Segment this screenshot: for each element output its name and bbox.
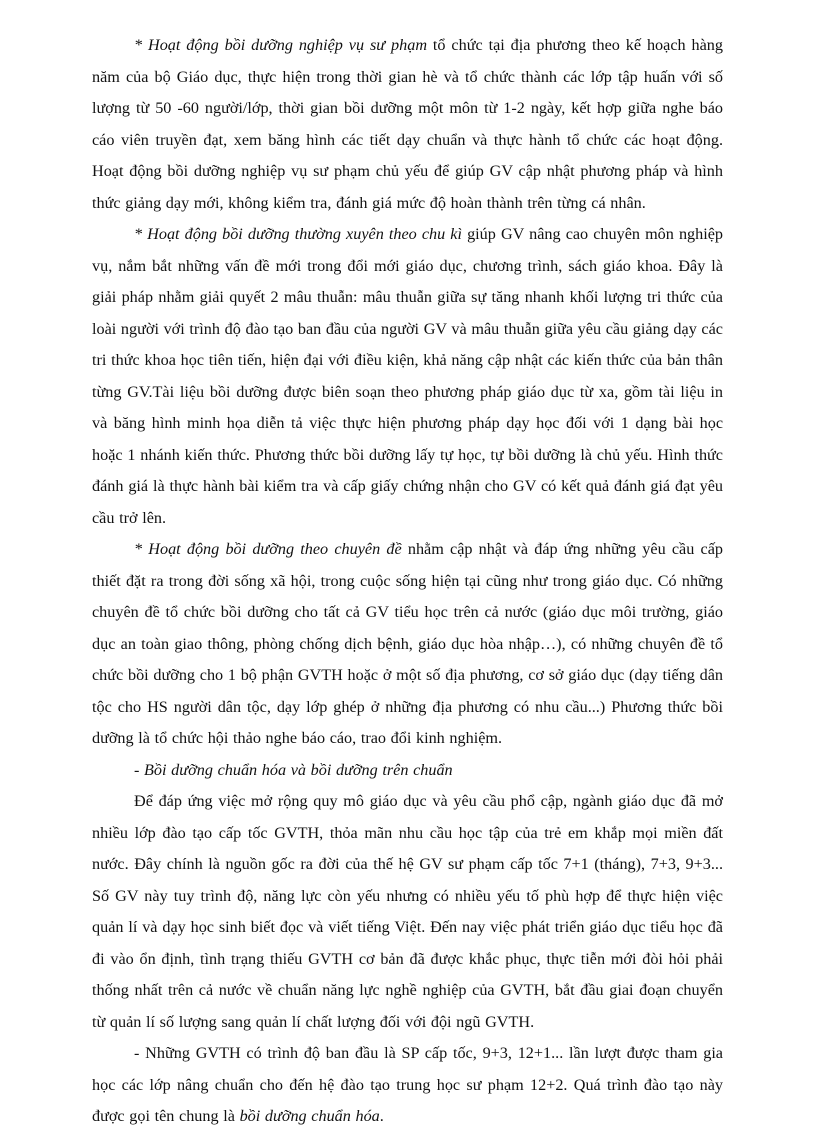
paragraph-text: Để đáp ứng việc mở rộng quy mô giáo dục và yêu cầu phổ cập, ngành giáo dục đã mở nhiều lớp đào tạo cấp tốc GVTH, thỏa mãn nhu cầu học tập của trẻ em khắp mọi miền đất nước. Đây chính là nguồn gốc ra đời của thế hệ GV sư phạm cấp tốc 7+1 (tháng), 7+3, 9+3... Số GV này tuy trình độ, năng lực còn yếu nhưng có nhiều yếu tố phù hợp để thực hiện việc quản lí và dạy học sinh biết đọc và viết tiếng Việt. Đến nay việc phát triển giáo dục tiểu học đã đi vào ổn định, tình trạng thiếu GVTH cơ bản đã được khắc phục, thực tiễn mới đòi hỏi phải thống nhất trên cả nước về chuẩn năng lực nghề nghiệp của GVTH, bắt đầu giai đoạn chuyển từ quản lí số lượng sang quản lí chất lượng đối với đội ngũ GVTH. bbox=[92, 792, 723, 1031]
paragraph-nghiep-vu-su-pham bbox=[92, 30, 723, 219]
paragraph-text: giúp GV nâng cao chuyên môn nghiệp vụ, nắm bắt những vấn đề mới trong đổi mới giáo dục, chương trình, sách giáo khoa. Đây là giải pháp nhằm giải quyết 2 mâu thuẫn: mâu thuẫn giữa sự tăng nhanh khối lượng tri thức của loài người với trình độ đào tạo ban đầu của người GV và mâu thuẫn giữa yêu cầu giảng dạy các tri thức khoa học tiên tiến, hiện đại với điều kiện, khả năng cập nhật các kiến thức của bản thân từng GV.Tài liệu bồi dưỡng được biên soạn theo phương pháp giáo dục từ xa, gồm tài liệu in và băng hình minh họa diễn tả việc thực hiện phương pháp dạy học đối với 1 dạng bài học hoặc 1 nhánh kiến thức. Phương thức bồi dưỡng lấy tự học, tự bồi dưỡng là chủ yếu. Hình thức đánh giá là thực hành bài kiểm tra và cấp giấy chứng nhận cho GV có kết quả đánh giá đạt yêu cầu trở lên. bbox=[92, 225, 724, 527]
section-heading-chuan-hoa bbox=[92, 755, 723, 787]
heading-prefix: - bbox=[134, 760, 145, 779]
paragraph-nang-chuan bbox=[92, 1038, 723, 1133]
paragraph-italic-lead: * Hoạt động bồi dưỡng nghiệp vụ sư phạm bbox=[134, 36, 428, 54]
document-page bbox=[92, 30, 723, 1133]
paragraph-tail-end: . bbox=[379, 1107, 384, 1125]
paragraph-text: tổ chức tại địa phương theo kế hoạch hàng năm của bộ Giáo dục, thực hiện trong thời gian hè và tổ chức thành các lớp tập huấn với số lượng từ 50 -60 người/lớp, thời gian bồi dưỡng một môn từ 1-2 ngày, kết hợp giữa nghe báo cáo viên truyền đạt, xem băng hình các tiết dạy chuẩn và thực hành tổ chức các hoạt động. Hoạt động bồi dưỡng nghiệp vụ sư phạm chủ yếu để giúp GV cập nhật phương pháp và hình thức giảng dạy mới, không kiểm tra, đánh giá mức độ hoàn thành trên từng cá nhân. bbox=[92, 36, 723, 212]
heading-italic-text: Bồi dưỡng chuẩn hóa và bồi dưỡng trên chuẩn bbox=[144, 760, 453, 779]
paragraph-thuong-xuyen-theo-chu-ki bbox=[92, 219, 723, 534]
paragraph-theo-chuyen-de bbox=[92, 534, 723, 755]
paragraph-italic-lead: * Hoạt động bồi dưỡng thường xuyên theo chu kì bbox=[134, 225, 462, 243]
paragraph-text: nhằm cập nhật và đáp ứng những yêu cầu cấp thiết đặt ra trong đời sống xã hội, trong cuộc sống hiện tại cũng như trong giáo dục. Có những chuyên đề tổ chức bồi dưỡng cho tất cả GV tiểu học trên cả nước (giáo dục môi trường, giáo dục an toàn giao thông, phòng chống dịch bệnh, giáo dục hòa nhập…), có những chuyên đề tổ chức bồi dưỡng cho 1 bộ phận GVTH hoặc ở một số địa phương, cơ sở giáo dục (dạy tiếng dân tộc cho HS người dân tộc, dạy lớp ghép ở những địa phương có nhu cầu...) Phương thức bồi dưỡng là tổ chức hội thảo nghe báo cáo, trao đổi kinh nghiệm. bbox=[92, 540, 723, 747]
paragraph-text: - Những GVTH có trình độ ban đầu là SP cấp tốc, 9+3, 12+1... lần lượt được tham gia học các lớp nâng chuẩn cho đến hệ đào tạo trung học sư phạm 12+2. Quá trình đào tạo này được gọi tên chung là bbox=[92, 1044, 723, 1125]
paragraph-italic-tail: bồi dưỡng chuẩn hóa bbox=[239, 1107, 380, 1125]
paragraph-mo-rong-quy-mo bbox=[92, 786, 723, 1038]
paragraph-italic-lead: * Hoạt động bồi dưỡng theo chuyên đề bbox=[134, 540, 402, 558]
